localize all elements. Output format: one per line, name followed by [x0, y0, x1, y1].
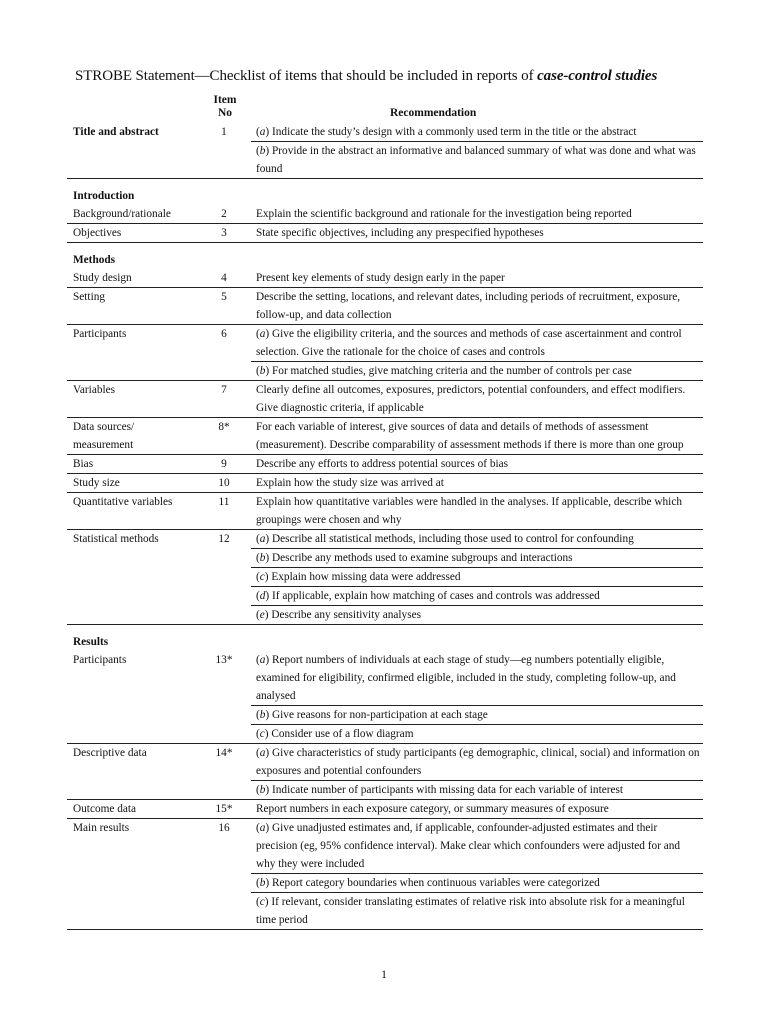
- checklist-row: [67, 224, 703, 243]
- row-topic: Setting: [73, 291, 106, 303]
- checklist-row: [67, 288, 703, 325]
- checklist-row: [67, 800, 703, 819]
- row-topic: Study size: [73, 477, 120, 489]
- row-item-number: 15*: [215, 803, 233, 815]
- row-recommendations: [251, 205, 703, 223]
- row-topic: Study design: [73, 272, 132, 284]
- recommendation-text: Describe the setting, locations, and relevant dates, including periods of recruitment, exposure, follow-up, and data collection: [256, 291, 681, 321]
- recommendation-text: Explain how the study size was arrived at: [256, 477, 444, 489]
- recommendation-text: Explain the scientific background and rationale for the investigation being reported: [256, 208, 632, 220]
- row-topic: Outcome data: [73, 803, 137, 815]
- row-item-number: 8*: [218, 421, 230, 433]
- row-item-number: 11: [218, 496, 230, 508]
- row-topic: Participants: [73, 654, 127, 666]
- row-topic: Participants: [73, 328, 127, 340]
- checklist-row: [67, 493, 703, 530]
- row-topic: Statistical methods: [73, 533, 159, 545]
- checklist-row: [67, 205, 703, 224]
- row-item-number: 1: [221, 126, 227, 138]
- checklist-row: [67, 530, 703, 625]
- recommendation-text: (a) Report numbers of individuals at each stage of study—eg numbers potentially eligible, examined for eligibility, confirmed eligible, included in the study, completing follow-up, and analysed: [251, 651, 703, 706]
- checklist-row: [67, 381, 703, 418]
- checklist-row: [67, 325, 703, 381]
- row-item-number: 7: [221, 384, 227, 396]
- row-recommendations: [251, 288, 703, 324]
- section-heading: [67, 251, 703, 269]
- recommendation-text: (c) Explain how missing data were addressed: [251, 568, 703, 587]
- row-recommendations: [251, 744, 703, 799]
- recommendation-text: (a) Give the eligibility criteria, and the sources and methods of case ascertainment and control selection. Give the rationale for the choice of cases and controls: [251, 325, 703, 362]
- recommendation-text: Explain how quantitative variables were handled in the analyses. If applicable, describe which groupings were chosen and why: [256, 496, 682, 526]
- column-header-item-no: Item No: [213, 94, 237, 119]
- row-recommendations: [251, 800, 703, 818]
- row-item-number: 6: [221, 328, 227, 340]
- row-item-number: 9: [221, 458, 227, 470]
- row-item-number: 2: [221, 208, 227, 220]
- page-number: 1: [381, 967, 387, 981]
- row-topic: Quantitative variables: [73, 496, 173, 508]
- title-emphasis: case-control studies: [537, 68, 658, 84]
- column-header-recommendation: Recommendation: [390, 107, 477, 119]
- recommendation-text: (b) Indicate number of participants with missing data for each variable of interest: [256, 784, 624, 796]
- row-recommendations: [251, 474, 703, 492]
- row-item-number: 14*: [215, 747, 233, 759]
- checklist-row: [67, 651, 703, 744]
- row-recommendations: [251, 123, 703, 178]
- row-recommendations: [251, 651, 703, 743]
- recommendation-text: State specific objectives, including any prespecified hypotheses: [256, 227, 544, 239]
- row-topic: Background/rationale: [73, 208, 171, 220]
- row-item-number: 13*: [215, 654, 233, 666]
- recommendation-text: (b) Provide in the abstract an informative and balanced summary of what was done and what was found: [256, 145, 696, 175]
- section-title: Methods: [73, 254, 116, 266]
- recommendation-text: (b) For matched studies, give matching criteria and the number of controls per case: [256, 365, 632, 377]
- recommendation-text: Describe any efforts to address potential sources of bias: [256, 458, 509, 470]
- checklist-row: [67, 474, 703, 493]
- recommendation-text: (e) Describe any sensitivity analyses: [256, 609, 422, 621]
- row-recommendations: [251, 418, 703, 454]
- row-item-number: 10: [218, 477, 230, 489]
- row-topic: Variables: [73, 384, 116, 396]
- row-item-number: 16: [218, 822, 230, 834]
- recommendation-text: (a) Give unadjusted estimates and, if applicable, confounder-adjusted estimates and their precision (eg, 95% confidence interval). Make clear which confounders were adjusted for and why they were included: [251, 819, 703, 874]
- row-topic: Descriptive data: [73, 747, 147, 759]
- recommendation-text: For each variable of interest, give sources of data and details of methods of assessment (measurement). Describe comparability of assessment methods if there is more than one group: [256, 421, 684, 451]
- row-recommendations: [251, 493, 703, 529]
- checklist-table: [67, 123, 703, 930]
- recommendation-text: (b) Report category boundaries when continuous variables were categorized: [251, 874, 703, 893]
- checklist-row: [67, 819, 703, 930]
- recommendation-text: (a) Indicate the study’s design with a commonly used term in the title or the abstract: [251, 123, 703, 142]
- recommendation-text: (a) Describe all statistical methods, including those used to control for confounding: [251, 530, 703, 549]
- row-topic: Objectives: [73, 227, 122, 239]
- row-item-number: 5: [221, 291, 227, 303]
- recommendation-text: (d) If applicable, explain how matching of cases and controls was addressed: [251, 587, 703, 606]
- recommendation-text: (a) Give characteristics of study participants (eg demographic, clinical, social) and information on exposures and potential confounders: [251, 744, 703, 781]
- recommendation-text: Clearly define all outcomes, exposures, predictors, potential confounders, and effect modifiers. Give diagnostic criteria, if applicable: [256, 384, 686, 414]
- checklist-row: [67, 123, 703, 179]
- checklist-row: [67, 418, 703, 455]
- row-topic: Data sources/ measurement: [73, 421, 135, 451]
- row-topic: Title and abstract: [73, 126, 159, 138]
- section-title: Introduction: [73, 190, 135, 202]
- recommendation-text: (c) Consider use of a flow diagram: [256, 728, 414, 740]
- row-recommendations: [251, 455, 703, 473]
- checklist-row: [67, 455, 703, 474]
- section-title: Results: [73, 636, 109, 648]
- recommendation-text: Report numbers in each exposure category, or summary measures of exposure: [256, 803, 609, 815]
- row-recommendations: [251, 819, 703, 929]
- row-topic: Main results: [73, 822, 130, 834]
- row-item-number: 12: [218, 533, 230, 545]
- title-prefix: STROBE Statement—Checklist of items that should be included in reports of: [75, 68, 538, 84]
- row-topic: Bias: [73, 458, 94, 470]
- checklist-row: [67, 744, 703, 800]
- row-recommendations: [251, 224, 703, 242]
- row-item-number: 3: [221, 227, 227, 239]
- row-recommendations: [251, 325, 703, 380]
- row-recommendations: [251, 269, 703, 287]
- document-title: [75, 68, 657, 85]
- checklist-row: [67, 269, 703, 288]
- recommendation-text: (b) Give reasons for non-participation at each stage: [251, 706, 703, 725]
- section-heading: [67, 633, 703, 651]
- recommendation-text: Present key elements of study design early in the paper: [256, 272, 505, 284]
- section-heading: [67, 187, 703, 205]
- recommendation-text: (c) If relevant, consider translating estimates of relative risk into absolute risk for a meaningful time period: [256, 896, 685, 926]
- row-item-number: 4: [221, 272, 227, 284]
- row-recommendations: [251, 381, 703, 417]
- recommendation-text: (b) Describe any methods used to examine subgroups and interactions: [251, 549, 703, 568]
- row-recommendations: [251, 530, 703, 624]
